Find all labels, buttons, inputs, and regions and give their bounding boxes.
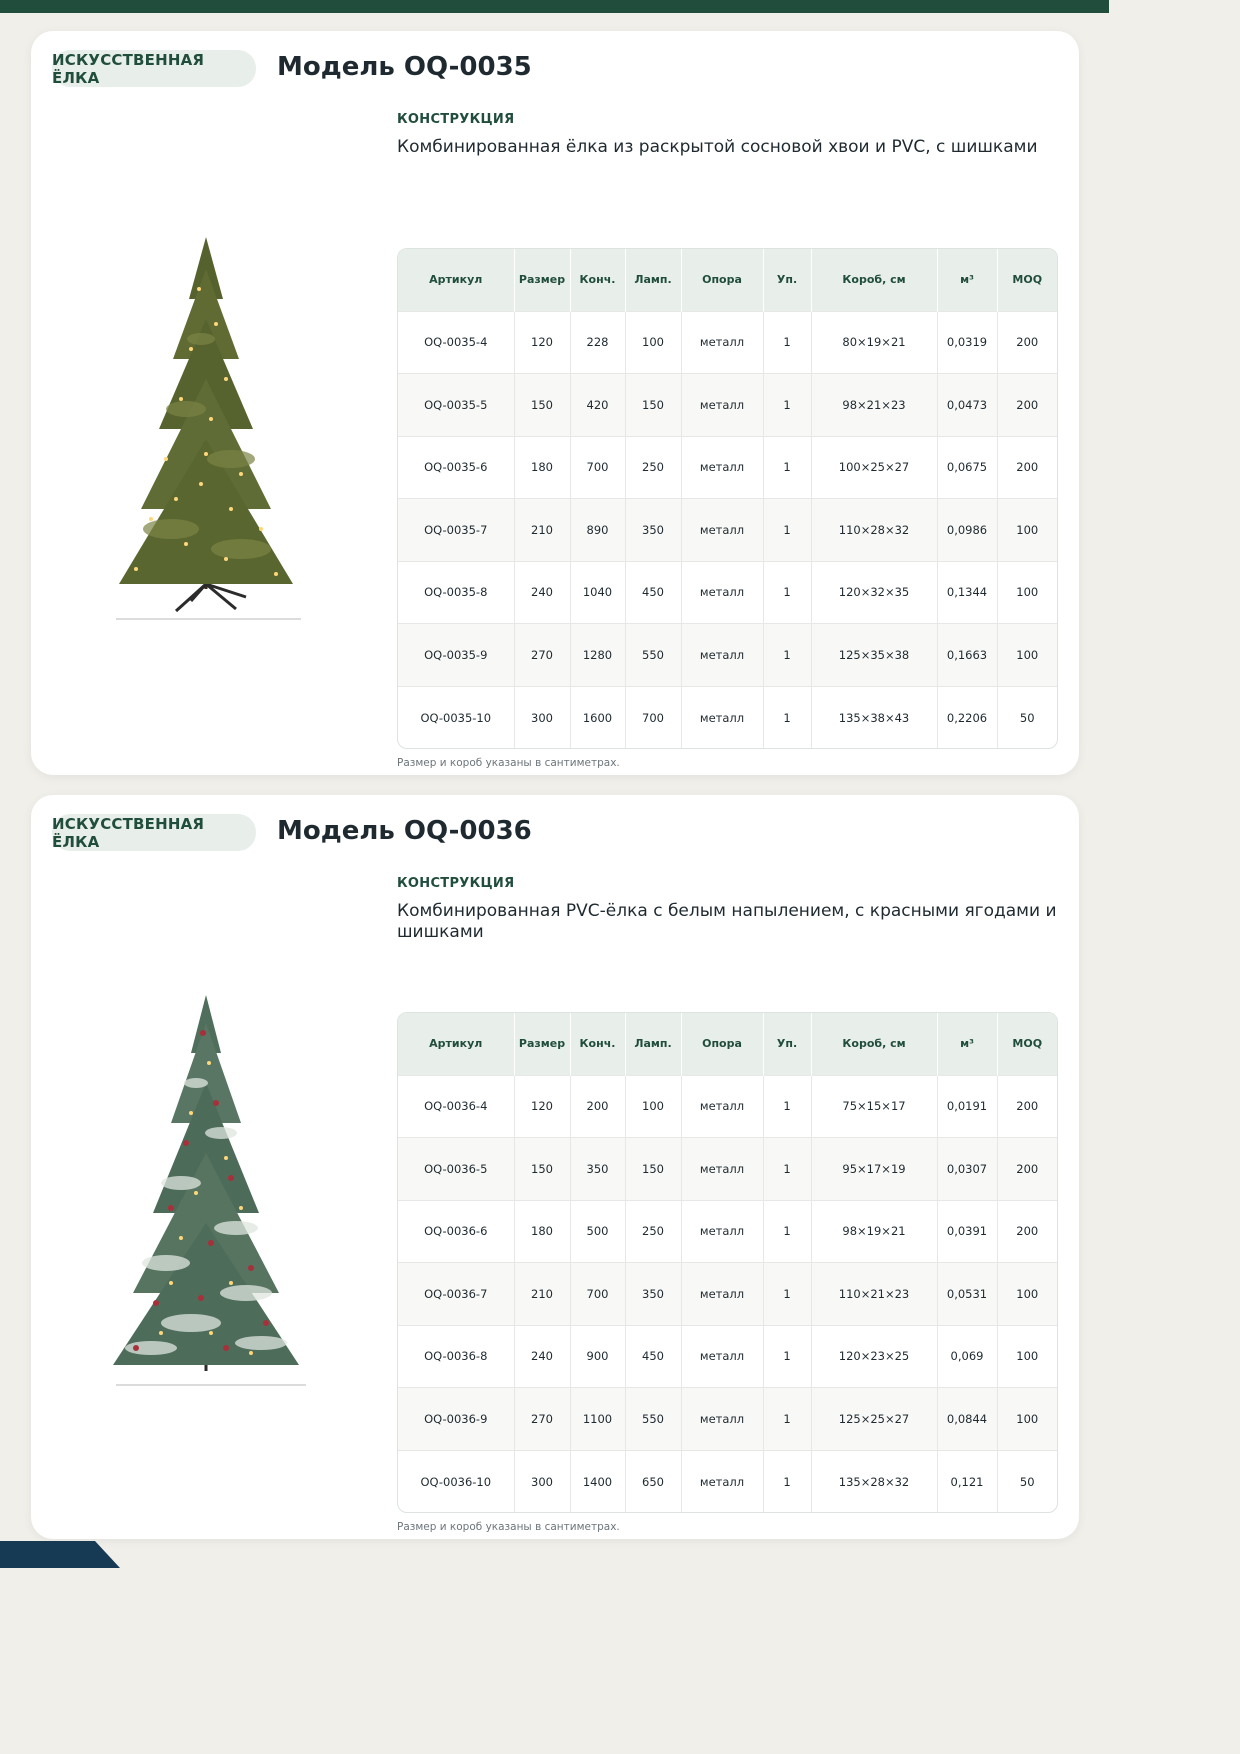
table-cell: 1040 bbox=[570, 561, 625, 624]
table-cell: металл bbox=[681, 1138, 763, 1201]
table-cell: 1 bbox=[763, 686, 811, 749]
table-cell: металл bbox=[681, 624, 763, 687]
table-row bbox=[398, 311, 1057, 374]
table-cell: 650 bbox=[625, 1450, 681, 1513]
table-cell: 1 bbox=[763, 1450, 811, 1513]
table-note: Размер и короб указаны в сантиметрах. bbox=[397, 757, 620, 769]
model-title: Модель OQ-0036 bbox=[277, 816, 532, 846]
table-cell: 700 bbox=[570, 436, 625, 499]
column-header: Уп. bbox=[763, 249, 811, 311]
table-cell: металл bbox=[681, 311, 763, 374]
table-cell: 150 bbox=[625, 374, 681, 437]
construction-description: Комбинированная ёлка из раскрытой сосновой хвои и PVC, с шишками bbox=[397, 137, 1038, 157]
column-header: Ламп. bbox=[625, 249, 681, 311]
table-cell: 200 bbox=[997, 374, 1057, 437]
table-note: Размер и короб указаны в сантиметрах. bbox=[397, 1521, 620, 1533]
table-row bbox=[398, 1200, 1057, 1263]
table-cell: 1 bbox=[763, 374, 811, 437]
table-cell: 98×19×21 bbox=[811, 1200, 937, 1263]
table-cell: металл bbox=[681, 436, 763, 499]
table-cell: 1100 bbox=[570, 1388, 625, 1451]
construction-description: Комбинированная PVC-ёлка с белым напылением, с красными ягодами и шишками bbox=[397, 901, 1057, 942]
table-cell: 75×15×17 bbox=[811, 1075, 937, 1138]
table-cell: 0,1344 bbox=[937, 561, 997, 624]
table-cell: 1600 bbox=[570, 686, 625, 749]
table-cell: 200 bbox=[997, 436, 1057, 499]
table-cell: OQ-0036-8 bbox=[398, 1325, 514, 1388]
table-cell: 350 bbox=[570, 1138, 625, 1201]
column-header: MOQ bbox=[997, 249, 1057, 311]
table-cell: OQ-0035-4 bbox=[398, 311, 514, 374]
table-cell: 890 bbox=[570, 499, 625, 562]
table-cell: металл bbox=[681, 561, 763, 624]
column-header: Конч. bbox=[570, 1013, 625, 1075]
table-cell: 80×19×21 bbox=[811, 311, 937, 374]
column-header: Короб, см bbox=[811, 249, 937, 311]
table-cell: OQ-0035-8 bbox=[398, 561, 514, 624]
table-cell: 100×25×27 bbox=[811, 436, 937, 499]
table-cell: 1 bbox=[763, 624, 811, 687]
column-header: Размер bbox=[514, 1013, 570, 1075]
table-cell: 180 bbox=[514, 436, 570, 499]
table-cell: OQ-0036-7 bbox=[398, 1263, 514, 1326]
table-cell: металл bbox=[681, 374, 763, 437]
table-cell: металл bbox=[681, 1388, 763, 1451]
table-cell: OQ-0036-9 bbox=[398, 1388, 514, 1451]
table-cell: 270 bbox=[514, 1388, 570, 1451]
category-badge: ИСКУССТВЕННАЯ ЁЛКА bbox=[52, 814, 256, 851]
table-row bbox=[398, 1325, 1057, 1388]
table-cell: 1 bbox=[763, 499, 811, 562]
tree-with-lights-icon bbox=[91, 229, 321, 629]
table-cell: 250 bbox=[625, 436, 681, 499]
table-cell: 700 bbox=[625, 686, 681, 749]
column-header: Короб, см bbox=[811, 1013, 937, 1075]
column-header: Конч. bbox=[570, 249, 625, 311]
table-cell: 200 bbox=[997, 311, 1057, 374]
table-cell: металл bbox=[681, 499, 763, 562]
table-cell: 150 bbox=[514, 1138, 570, 1201]
table-cell: 210 bbox=[514, 499, 570, 562]
table-row bbox=[398, 1075, 1057, 1138]
table-cell: 240 bbox=[514, 1325, 570, 1388]
table-cell: 100 bbox=[997, 561, 1057, 624]
table-cell: 125×25×27 bbox=[811, 1388, 937, 1451]
table-cell: 100 bbox=[997, 1388, 1057, 1451]
top-accent-bar bbox=[0, 0, 1109, 13]
table-cell: 450 bbox=[625, 561, 681, 624]
column-header: Опора bbox=[681, 1013, 763, 1075]
table-row bbox=[398, 1263, 1057, 1326]
table-cell: 0,0191 bbox=[937, 1075, 997, 1138]
table-cell: 1 bbox=[763, 1325, 811, 1388]
table-cell: 500 bbox=[570, 1200, 625, 1263]
table-row bbox=[398, 1388, 1057, 1451]
table-cell: 1 bbox=[763, 1075, 811, 1138]
table-cell: OQ-0035-9 bbox=[398, 624, 514, 687]
table-row bbox=[398, 1138, 1057, 1201]
table-row bbox=[398, 436, 1057, 499]
table-cell: 350 bbox=[625, 1263, 681, 1326]
table-cell: 300 bbox=[514, 686, 570, 749]
corner-decoration bbox=[0, 1541, 120, 1568]
table-cell: 0,0307 bbox=[937, 1138, 997, 1201]
table-cell: 150 bbox=[514, 374, 570, 437]
table-cell: 125×35×38 bbox=[811, 624, 937, 687]
table-cell: металл bbox=[681, 1263, 763, 1326]
column-header: Артикул bbox=[398, 1013, 514, 1075]
table-cell: 1 bbox=[763, 561, 811, 624]
table-cell: 1 bbox=[763, 436, 811, 499]
table-row bbox=[398, 1450, 1057, 1513]
table-cell: 0,0675 bbox=[937, 436, 997, 499]
table-header-row bbox=[398, 1013, 1057, 1075]
table-cell: 50 bbox=[997, 1450, 1057, 1513]
table-cell: металл bbox=[681, 1450, 763, 1513]
table-cell: 0,1663 bbox=[937, 624, 997, 687]
table-row bbox=[398, 561, 1057, 624]
product-card bbox=[31, 31, 1079, 775]
table-cell: 240 bbox=[514, 561, 570, 624]
table-cell: 420 bbox=[570, 374, 625, 437]
specs-table bbox=[397, 1012, 1058, 1513]
product-card bbox=[31, 795, 1079, 1539]
column-header: Уп. bbox=[763, 1013, 811, 1075]
table-cell: 550 bbox=[625, 624, 681, 687]
table-cell: 1 bbox=[763, 311, 811, 374]
table-cell: 900 bbox=[570, 1325, 625, 1388]
table-cell: 200 bbox=[570, 1075, 625, 1138]
table-cell: 1 bbox=[763, 1200, 811, 1263]
table-cell: 0,2206 bbox=[937, 686, 997, 749]
table-cell: 1 bbox=[763, 1263, 811, 1326]
table-row bbox=[398, 374, 1057, 437]
table-cell: 200 bbox=[997, 1075, 1057, 1138]
table-cell: 270 bbox=[514, 624, 570, 687]
table-row bbox=[398, 499, 1057, 562]
table-cell: 0,069 bbox=[937, 1325, 997, 1388]
category-badge: ИСКУССТВЕННАЯ ЁЛКА bbox=[52, 50, 256, 87]
table-cell: 0,0473 bbox=[937, 374, 997, 437]
table-cell: металл bbox=[681, 1075, 763, 1138]
table-cell: 228 bbox=[570, 311, 625, 374]
table-cell: 0,0319 bbox=[937, 311, 997, 374]
table-cell: 250 bbox=[625, 1200, 681, 1263]
table-cell: 0,0531 bbox=[937, 1263, 997, 1326]
table-cell: OQ-0035-7 bbox=[398, 499, 514, 562]
table-cell: 0,0391 bbox=[937, 1200, 997, 1263]
table-cell: OQ-0035-6 bbox=[398, 436, 514, 499]
table-cell: 0,121 bbox=[937, 1450, 997, 1513]
table-cell: 150 bbox=[625, 1138, 681, 1201]
table-cell: 100 bbox=[625, 1075, 681, 1138]
table-cell: 110×21×23 bbox=[811, 1263, 937, 1326]
table-cell: OQ-0036-6 bbox=[398, 1200, 514, 1263]
table-cell: 135×38×43 bbox=[811, 686, 937, 749]
construction-label: КОНСТРУКЦИЯ bbox=[397, 876, 515, 891]
table-cell: 550 bbox=[625, 1388, 681, 1451]
table-cell: OQ-0035-5 bbox=[398, 374, 514, 437]
column-header: Опора bbox=[681, 249, 763, 311]
table-cell: 120×32×35 bbox=[811, 561, 937, 624]
column-header: м³ bbox=[937, 1013, 997, 1075]
table-cell: 350 bbox=[625, 499, 681, 562]
table-cell: металл bbox=[681, 1325, 763, 1388]
frosted-tree-with-berries-icon bbox=[91, 993, 321, 1393]
table-cell: 300 bbox=[514, 1450, 570, 1513]
table-cell: OQ-0036-10 bbox=[398, 1450, 514, 1513]
model-title: Модель OQ-0035 bbox=[277, 52, 532, 82]
construction-label: КОНСТРУКЦИЯ bbox=[397, 112, 515, 127]
table-cell: 200 bbox=[997, 1138, 1057, 1201]
table-cell: 50 bbox=[997, 686, 1057, 749]
table-cell: 100 bbox=[997, 1263, 1057, 1326]
table-cell: 200 bbox=[997, 1200, 1057, 1263]
table-cell: 700 bbox=[570, 1263, 625, 1326]
table-cell: 100 bbox=[997, 499, 1057, 562]
table-cell: 1 bbox=[763, 1138, 811, 1201]
table-cell: 100 bbox=[997, 1325, 1057, 1388]
table-cell: 95×17×19 bbox=[811, 1138, 937, 1201]
column-header: MOQ bbox=[997, 1013, 1057, 1075]
table-cell: OQ-0036-4 bbox=[398, 1075, 514, 1138]
table-cell: 100 bbox=[997, 624, 1057, 687]
column-header: Ламп. bbox=[625, 1013, 681, 1075]
table-cell: 98×21×23 bbox=[811, 374, 937, 437]
table-cell: металл bbox=[681, 1200, 763, 1263]
table-cell: OQ-0036-5 bbox=[398, 1138, 514, 1201]
specs-table bbox=[397, 248, 1058, 749]
table-cell: 180 bbox=[514, 1200, 570, 1263]
table-row bbox=[398, 624, 1057, 687]
table-cell: 100 bbox=[625, 311, 681, 374]
column-header: м³ bbox=[937, 249, 997, 311]
table-cell: 0,0986 bbox=[937, 499, 997, 562]
table-cell: 210 bbox=[514, 1263, 570, 1326]
table-cell: 1 bbox=[763, 1388, 811, 1451]
table-row bbox=[398, 686, 1057, 749]
table-cell: 120 bbox=[514, 311, 570, 374]
table-cell: 110×28×32 bbox=[811, 499, 937, 562]
table-cell: 120×23×25 bbox=[811, 1325, 937, 1388]
column-header: Артикул bbox=[398, 249, 514, 311]
table-header-row bbox=[398, 249, 1057, 311]
column-header: Размер bbox=[514, 249, 570, 311]
table-cell: OQ-0035-10 bbox=[398, 686, 514, 749]
table-cell: 0,0844 bbox=[937, 1388, 997, 1451]
table-cell: 1280 bbox=[570, 624, 625, 687]
table-cell: 120 bbox=[514, 1075, 570, 1138]
table-cell: 1400 bbox=[570, 1450, 625, 1513]
table-cell: металл bbox=[681, 686, 763, 749]
table-cell: 450 bbox=[625, 1325, 681, 1388]
table-cell: 135×28×32 bbox=[811, 1450, 937, 1513]
